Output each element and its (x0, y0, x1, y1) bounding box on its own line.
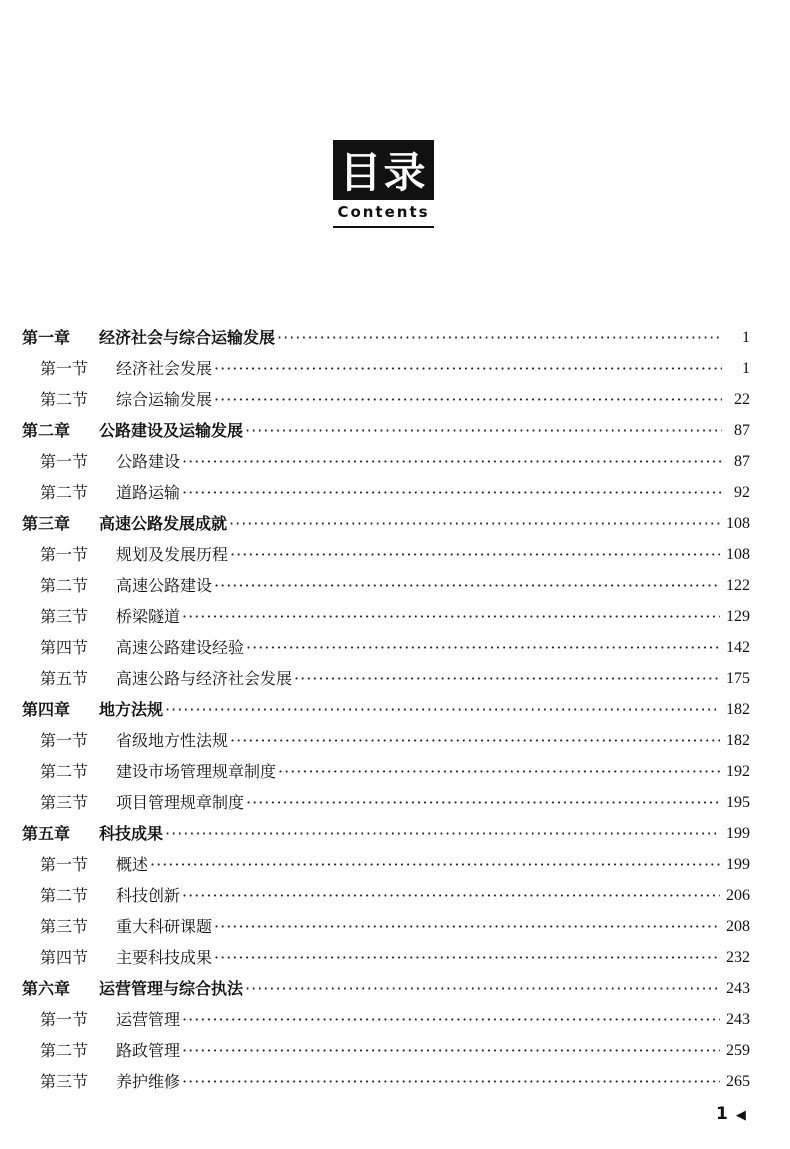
toc-entry-label: 第四章 (22, 700, 71, 719)
toc-entry-label: 第六章 (22, 979, 71, 998)
toc-section-row[interactable] (22, 911, 750, 942)
toc-page-number: 192 (726, 763, 750, 780)
toc-entry-title: 养护维修 (116, 1072, 181, 1091)
toc-entry-title: 运营管理 (116, 1010, 181, 1029)
toc-entry-label: 第五章 (22, 824, 71, 843)
toc-section-row[interactable] (22, 1035, 750, 1066)
toc-entry-label: 第二节 (40, 886, 89, 905)
toc-section-row[interactable] (22, 539, 750, 570)
toc-entry-label: 第一节 (40, 731, 89, 750)
dot-leader (165, 694, 720, 725)
toc-page-number: 243 (726, 1011, 750, 1028)
toc-entry-title: 重大科研课题 (116, 917, 213, 936)
toc-entry-label: 第二节 (40, 390, 89, 409)
toc-entry-title: 高速公路发展成就 (99, 514, 228, 533)
toc-entry-title: 高速公路建设 (116, 576, 213, 595)
dot-leader (230, 539, 720, 570)
subtitle-underline (333, 226, 434, 228)
page-number: 1 (716, 1104, 728, 1124)
toc-chapter-row[interactable] (22, 415, 750, 446)
toc-entry-label: 第三节 (40, 607, 89, 626)
toc-entry-label: 第二节 (40, 483, 89, 502)
toc-page-number: 182 (726, 732, 750, 749)
dot-leader (182, 477, 722, 508)
table-of-contents (22, 322, 750, 1097)
toc-entry-label: 第三章 (22, 514, 71, 533)
dot-leader (230, 725, 720, 756)
toc-section-row[interactable] (22, 601, 750, 632)
toc-entry-title: 公路建设 (116, 452, 181, 471)
toc-page-number: 265 (726, 1073, 750, 1090)
dot-leader (182, 1004, 720, 1035)
toc-entry-title: 桥梁隧道 (116, 607, 181, 626)
toc-page-number: 1 (742, 360, 750, 377)
toc-entry-label: 第二节 (40, 762, 89, 781)
dot-leader (278, 756, 720, 787)
dot-leader (182, 880, 720, 911)
toc-chapter-row[interactable] (22, 322, 750, 353)
toc-page-number: 92 (734, 484, 750, 501)
dot-leader (182, 601, 720, 632)
toc-section-row[interactable] (22, 787, 750, 818)
toc-section-row[interactable] (22, 632, 750, 663)
dot-leader (277, 322, 722, 353)
dot-leader (229, 508, 720, 539)
toc-entry-label: 第二节 (40, 1041, 89, 1060)
dot-leader (150, 849, 720, 880)
toc-page-number: 87 (734, 422, 750, 439)
dot-leader (294, 663, 720, 694)
toc-section-row[interactable] (22, 353, 750, 384)
toc-section-row[interactable] (22, 1004, 750, 1035)
toc-entry-title: 经济社会与综合运输发展 (99, 328, 276, 347)
dot-leader (182, 1066, 720, 1097)
toc-entry-title: 概述 (116, 855, 149, 874)
toc-page-number: 122 (726, 577, 750, 594)
dot-leader (165, 818, 720, 849)
toc-entry-label: 第一节 (40, 855, 89, 874)
dot-leader (182, 446, 722, 477)
toc-page-number: 142 (726, 639, 750, 656)
toc-page-number: 206 (726, 887, 750, 904)
toc-entry-label: 第二章 (22, 421, 71, 440)
toc-entry-title: 综合运输发展 (116, 390, 213, 409)
toc-entry-title: 地方法规 (99, 700, 164, 719)
toc-page-number: 87 (734, 453, 750, 470)
toc-page-number: 108 (726, 515, 750, 532)
toc-entry-title: 经济社会发展 (116, 359, 213, 378)
toc-page-number: 108 (726, 546, 750, 563)
toc-section-row[interactable] (22, 663, 750, 694)
toc-chapter-row[interactable] (22, 818, 750, 849)
toc-entry-label: 第一节 (40, 452, 89, 471)
toc-section-row[interactable] (22, 446, 750, 477)
dot-leader (214, 942, 720, 973)
toc-entry-label: 第一章 (22, 328, 71, 347)
toc-title: 目录 (333, 140, 434, 200)
toc-entry-label: 第三节 (40, 1072, 89, 1091)
toc-entry-title: 项目管理规章制度 (116, 793, 245, 812)
toc-entry-label: 第二节 (40, 576, 89, 595)
toc-page-number: 199 (726, 825, 750, 842)
toc-entry-label: 第四节 (40, 948, 89, 967)
toc-page-number: 232 (726, 949, 750, 966)
toc-page-number: 182 (726, 701, 750, 718)
toc-entry-label: 第三节 (40, 793, 89, 812)
toc-entry-label: 第三节 (40, 917, 89, 936)
toc-entry-title: 主要科技成果 (116, 948, 213, 967)
toc-entry-label: 第四节 (40, 638, 89, 657)
toc-page-number: 243 (726, 980, 750, 997)
toc-subtitle: Contents (337, 203, 430, 221)
toc-entry-label: 第一节 (40, 1010, 89, 1029)
toc-section-row[interactable] (22, 756, 750, 787)
toc-chapter-row[interactable] (22, 694, 750, 725)
toc-entry-title: 道路运输 (116, 483, 181, 502)
toc-section-row[interactable] (22, 570, 750, 601)
toc-page-number: 195 (726, 794, 750, 811)
toc-entry-title: 路政管理 (116, 1041, 181, 1060)
toc-section-row[interactable] (22, 477, 750, 508)
toc-page-number: 175 (726, 670, 750, 687)
toc-entry-title: 科技成果 (99, 824, 164, 843)
toc-page-number: 208 (726, 918, 750, 935)
toc-page-number: 1 (742, 329, 750, 346)
toc-entry-label: 第五节 (40, 669, 89, 688)
toc-entry-label: 第一节 (40, 359, 89, 378)
toc-page-number: 199 (726, 856, 750, 873)
dot-leader (214, 911, 720, 942)
toc-entry-title: 规划及发展历程 (116, 545, 229, 564)
toc-section-row[interactable] (22, 725, 750, 756)
page-footer (716, 1104, 746, 1124)
toc-page-number: 259 (726, 1042, 750, 1059)
toc-entry-title: 建设市场管理规章制度 (116, 762, 277, 781)
dot-leader (245, 973, 720, 1004)
dot-leader (246, 787, 720, 818)
toc-chapter-row[interactable] (22, 973, 750, 1004)
dot-leader (214, 570, 720, 601)
toc-entry-title: 公路建设及运输发展 (99, 421, 244, 440)
dot-leader (182, 1035, 720, 1066)
toc-section-row[interactable] (22, 1066, 750, 1097)
toc-entry-title: 高速公路建设经验 (116, 638, 245, 657)
toc-section-row[interactable] (22, 880, 750, 911)
toc-chapter-row[interactable] (22, 508, 750, 539)
toc-section-row[interactable] (22, 384, 750, 415)
toc-section-row[interactable] (22, 849, 750, 880)
dot-leader (246, 632, 720, 663)
toc-section-row[interactable] (22, 942, 750, 973)
toc-entry-label: 第一节 (40, 545, 89, 564)
dot-leader (214, 384, 722, 415)
toc-entry-title: 高速公路与经济社会发展 (116, 669, 293, 688)
dot-leader (245, 415, 722, 446)
toc-entry-title: 科技创新 (116, 886, 181, 905)
toc-page-number: 129 (726, 608, 750, 625)
dot-leader (214, 353, 722, 384)
toc-entry-title: 运营管理与综合执法 (99, 979, 244, 998)
toc-page-number: 22 (734, 391, 750, 408)
toc-entry-title: 省级地方性法规 (116, 731, 229, 750)
triangle-left-icon: ◀ (735, 1108, 746, 1123)
